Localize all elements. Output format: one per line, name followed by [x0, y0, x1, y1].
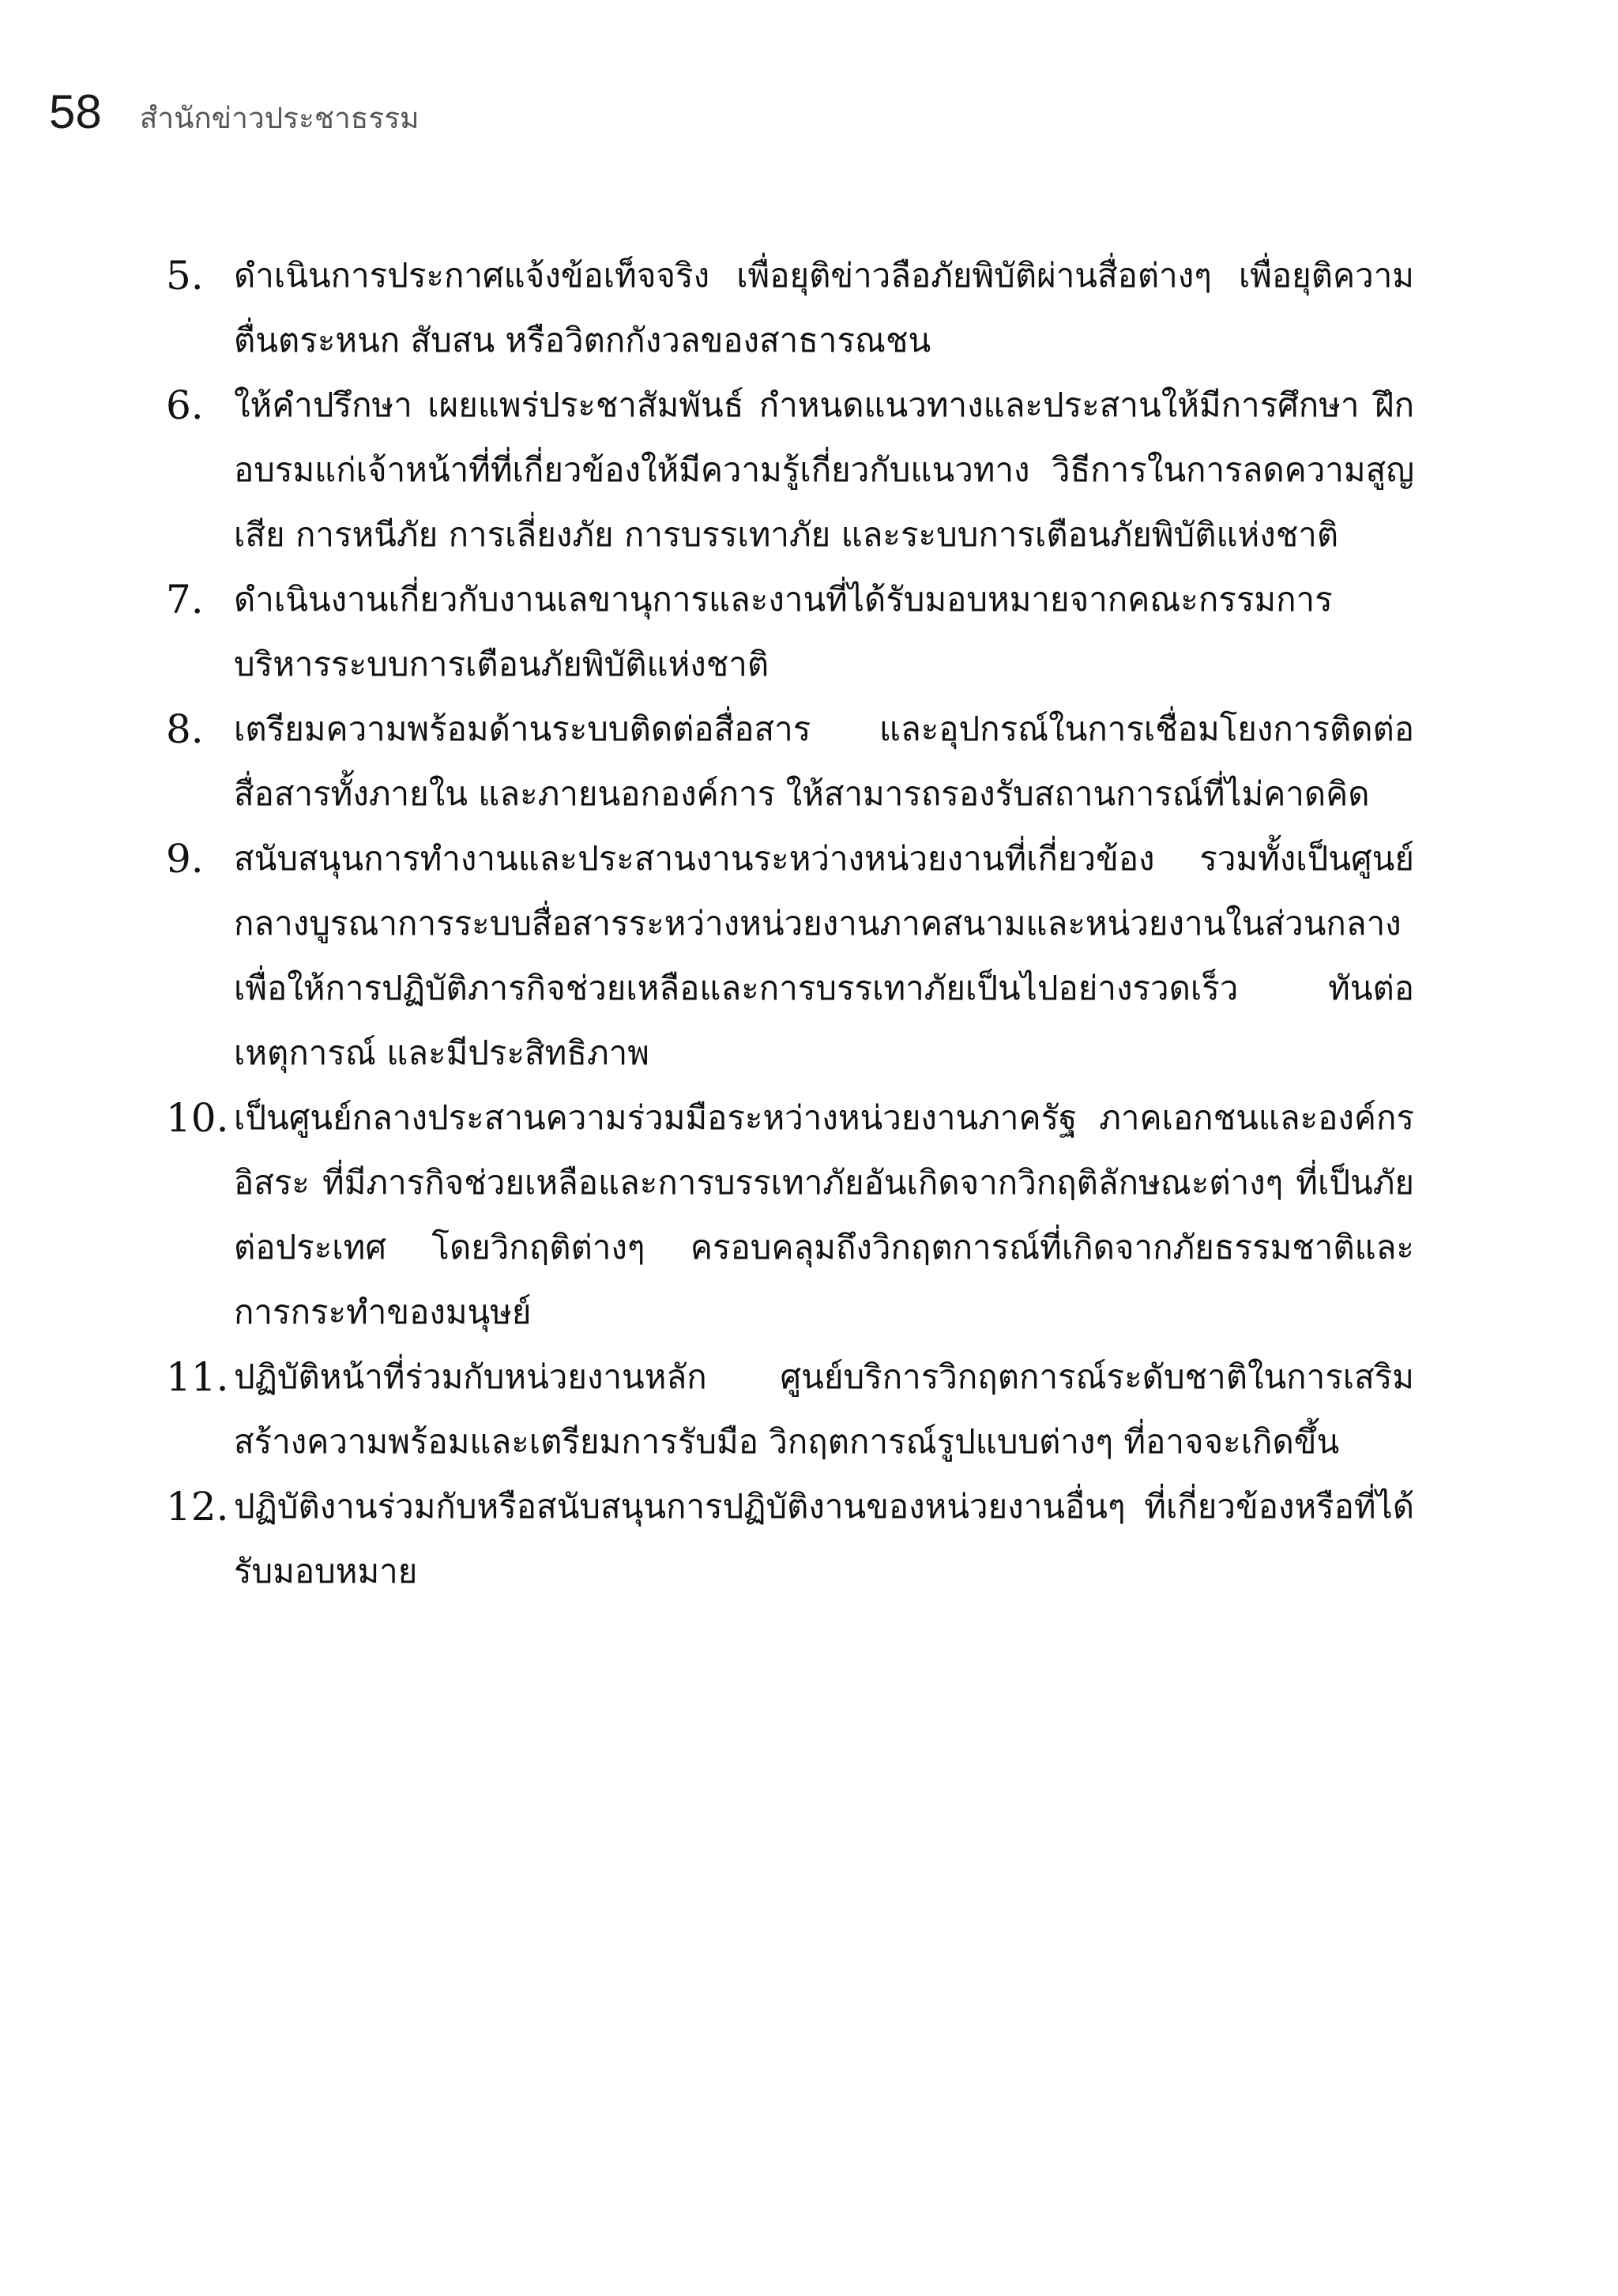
item-text: สนับสนุนการทำงานและประสานงานระหว่างหน่วยงานที่เกี่ยวข้อง รวมทั้งเป็นศูนย์กลางบูรณาการระบบสื่อสารระหว่างหน่วยงานภาคสนามและหน่วยงานในส่วนกลาง เพื่อให้การปฏิบัติภารกิจช่วยเหลือและการบรรเทาภัยเป็นไปอย่างรวดเร็ว ทันต่อเหตุการณ์ และมีประสิทธิภาพ [234, 839, 1414, 1072]
item-text: ดำเนินการประกาศแจ้งข้อเท็จจริง เพื่อยุติข่าวลือภัยพิบัติผ่านสื่อต่างๆ เพื่อยุติความตื่นตระหนก สับสน หรือวิตกกังวลของสาธารณชน [234, 256, 1414, 359]
item-number: 8. [166, 706, 204, 752]
item-text: ปฏิบัติหน้าที่ร่วมกับหน่วยงานหลัก ศูนย์บริการวิกฤตการณ์ระดับชาติในการเสริมสร้างความพร้อมและเตรียมการรับมือ วิกฤตการณ์รูปแบบต่างๆ ที่อาจจะเกิดขึ้น [234, 1357, 1414, 1461]
item-number: 12. [166, 1484, 229, 1530]
list-item [166, 1345, 1414, 1474]
page-header [49, 85, 420, 138]
item-number: 10. [166, 1095, 229, 1141]
numbered-list [166, 243, 1414, 1604]
list-item [166, 1474, 1414, 1604]
list-item [166, 243, 1414, 373]
item-number: 6. [166, 382, 204, 428]
item-text: ดำเนินงานเกี่ยวกับงานเลขานุการและงานที่ได้รับมอบหมายจากคณะกรรมการบริหารระบบการเตือนภัยพิบัติแห่งชาติ [234, 580, 1333, 683]
list-item [166, 826, 1414, 1086]
item-text: เป็นศูนย์กลางประสานความร่วมมือระหว่างหน่วยงานภาครัฐ ภาคเอกชนและองค์กรอิสระ ที่มีภารกิจช่วยเหลือและการบรรเทาภัยอันเกิดจากวิกฤติลักษณะต่างๆ ที่เป็นภัยต่อประเทศ โดยวิกฤติต่างๆ ครอบคลุมถึงวิกฤตการณ์ที่เกิดจากภัยธรรมชาติและการกระทำของมนุษย์ [234, 1098, 1414, 1331]
item-text: เตรียมความพร้อมด้านระบบติดต่อสื่อสาร และอุปกรณ์ในการเชื่อมโยงการติดต่อสื่อสารทั้งภายใน และภายนอกองค์การ ให้สามารถรองรับสถานการณ์ที่ไม่คาดคิด [234, 710, 1414, 813]
list-item [166, 567, 1414, 697]
item-number: 11. [166, 1354, 229, 1400]
list-item [166, 697, 1414, 826]
item-number: 9. [166, 836, 204, 882]
item-number: 5. [166, 253, 204, 299]
list-item [166, 1086, 1414, 1345]
item-text: ปฏิบัติงานร่วมกับหรือสนับสนุนการปฏิบัติงานของหน่วยงานอื่นๆ ที่เกี่ยวข้องหรือที่ได้รับมอบหมาย [234, 1487, 1414, 1590]
item-number: 7. [166, 577, 204, 623]
running-head: สำนักข่าวประชาธรรม [139, 101, 420, 135]
page-number: 58 [49, 85, 102, 138]
list-item [166, 373, 1414, 567]
item-text: ให้คำปรึกษา เผยแพร่ประชาสัมพันธ์ กำหนดแนวทางและประสานให้มีการศึกษา ฝึกอบรมแก่เจ้าหน้าที่ที่เกี่ยวข้องให้มีความรู้เกี่ยวกับแนวทาง วิธีการในการลดความสูญเสีย การหนีภัย การเลี่ยงภัย การบรรเทาภัย และระบบการเตือนภัยพิบัติแห่งชาติ [234, 386, 1414, 554]
